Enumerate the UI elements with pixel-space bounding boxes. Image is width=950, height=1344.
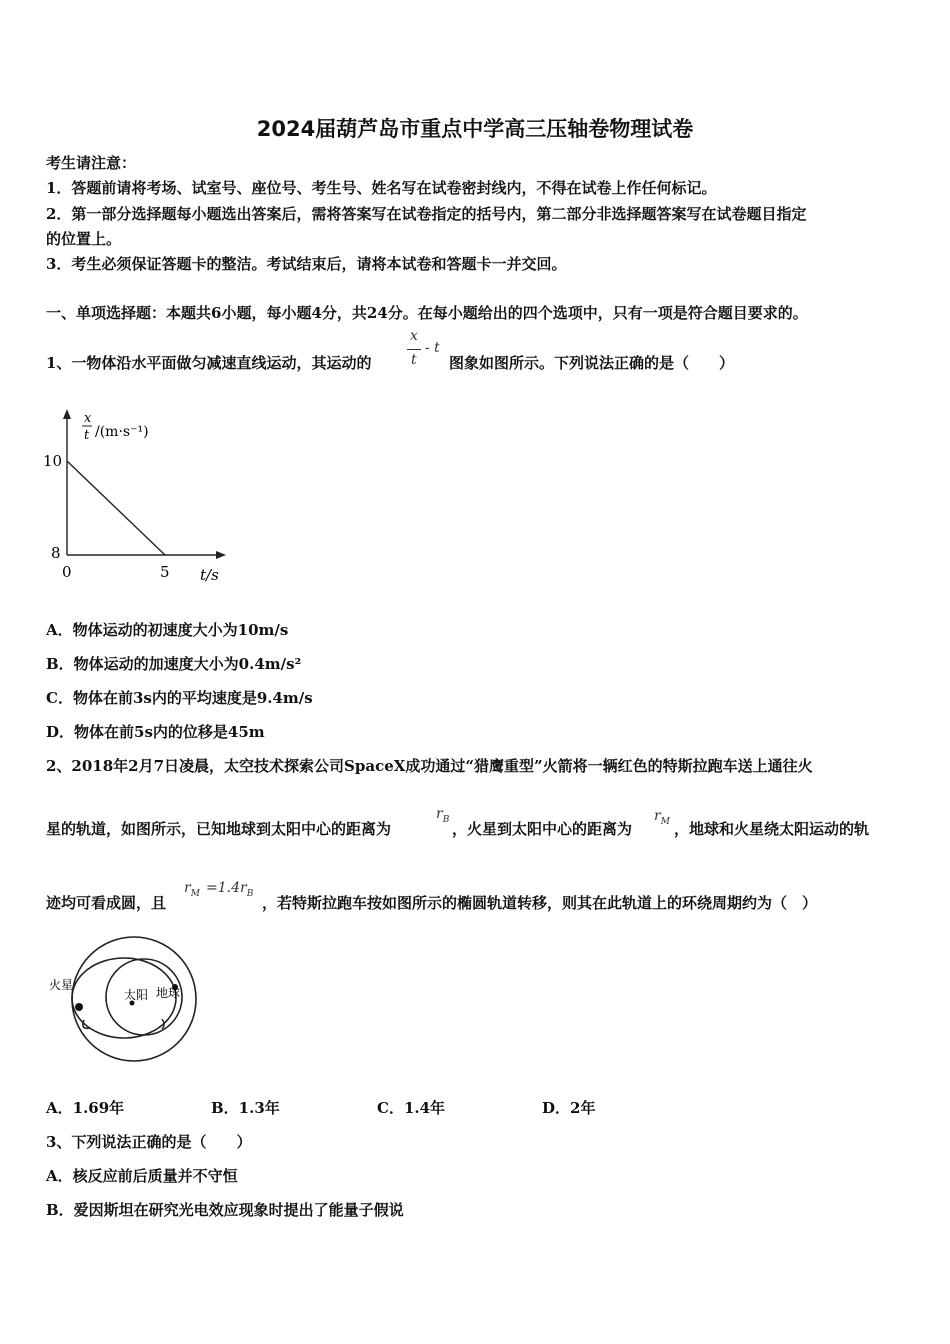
q1-option-a: A．物体运动的初速度大小为10m/s bbox=[46, 621, 289, 639]
graph-y-tick-10: 10 bbox=[43, 452, 63, 470]
q1-option-d: D．物体在前5s内的位移是45m bbox=[46, 723, 265, 741]
label-mars: 火星 bbox=[49, 978, 74, 992]
q2-eq-lhs: $r_M$ bbox=[184, 880, 200, 899]
q1-stem-start: 1、一物体沿水平面做匀减速直线运动，其运动的 bbox=[46, 354, 372, 372]
q2-eq-rhs: $=1.4r_B$ bbox=[206, 880, 254, 899]
q2-rB: $r_B$ bbox=[436, 806, 450, 825]
graph-xlabel: t/s bbox=[200, 566, 219, 584]
graph-origin: 0 bbox=[62, 563, 72, 581]
q1-option-c: C．物体在前3s内的平均速度是9.4m/s bbox=[46, 689, 313, 707]
q1-option-b: B．物体运动的加速度大小为0.4m/s² bbox=[46, 655, 302, 673]
q3-option-a: A．核反应前后质量并不守恒 bbox=[46, 1167, 238, 1185]
notice-item-2: 2．第一部分选择题每小题选出答案后，需将答案写在试卷指定的括号内，第二部分非选择题答案写在试卷题目指定 bbox=[46, 205, 807, 223]
q1-xt-graph bbox=[40, 405, 240, 590]
q2-line-3-start: 迹均可看成圆，且 bbox=[46, 894, 167, 912]
q2-line-2-start: 星的轨道，如图所示，已知地球到太阳中心的距离为 bbox=[46, 820, 392, 838]
notice-item-1: 1．答题前请将考场、试室号、座位号、考生号、姓名写在试卷密封线内，不得在试卷上作任何标记。 bbox=[46, 179, 717, 197]
mars-dot bbox=[75, 1003, 83, 1011]
q2-line-2-mid: ，火星到太阳中心的距离为 bbox=[452, 820, 633, 838]
notice-item-3: 3．考生必须保证答题卡的整洁。考试结束后，请将本试卷和答题卡一并交回。 bbox=[46, 255, 567, 273]
graph-y-arrow bbox=[63, 409, 71, 419]
q3-stem: 3、下列说法正确的是（ ） bbox=[46, 1133, 252, 1151]
q2-line-1: 2、2018年2月7日凌晨，太空技术探索公司SpaceX成功通过“猎鹰重型”火箭将一辆红色的特斯拉跑车送上通往火 bbox=[46, 757, 813, 775]
q2-option-a: A．1.69年 bbox=[46, 1099, 125, 1117]
q2-orbit-figure bbox=[44, 935, 204, 1070]
q2-option-c: C．1.4年 bbox=[377, 1099, 446, 1117]
graph-ylabel-num: x bbox=[84, 411, 92, 426]
label-earth: 地球 bbox=[156, 986, 181, 1000]
q1-frac-num: x bbox=[410, 328, 418, 344]
graph-x-tick-5: 5 bbox=[160, 563, 170, 581]
q1-frac-den: t bbox=[411, 352, 417, 368]
notice-item-2-cont: 的位置上。 bbox=[46, 230, 122, 248]
q3-option-b: B．爱因斯坦在研究光电效应现象时提出了能量子假说 bbox=[46, 1201, 404, 1219]
graph-ylabel-den: t bbox=[84, 428, 90, 443]
graph-x-arrow bbox=[216, 551, 226, 559]
page-title: 2024届葫芦岛市重点中学高三压轴卷物理试卷 bbox=[256, 117, 694, 141]
graph-y-tick-8: 8 bbox=[51, 544, 61, 562]
q2-option-b: B．1.3年 bbox=[211, 1099, 280, 1117]
graph-line bbox=[67, 461, 165, 555]
q2-rM: $r_M$ bbox=[654, 808, 670, 827]
q1-dash-t: - t bbox=[425, 340, 440, 356]
section-heading: 一、单项选择题：本题共6小题，每小题4分，共24分。在每小题给出的四个选项中，只有一项是符合题目要求的。 bbox=[46, 304, 808, 322]
q2-line-2-end: ，地球和火星绕太阳运动的轨 bbox=[674, 820, 870, 838]
q1-frac-bar bbox=[407, 349, 421, 350]
notice-heading: 考生请注意： bbox=[46, 154, 137, 172]
label-sun: 太阳 bbox=[124, 988, 149, 1002]
q2-line-3-end: ，若特斯拉跑车按如图所示的椭圆轨道转移，则其在此轨道上的环绕周期约为（ ） bbox=[262, 894, 818, 912]
q1-stem-end: 图象如图所示。下列说法正确的是（ ） bbox=[449, 354, 735, 372]
graph-ylabel-unit: /(m·s⁻¹) bbox=[95, 424, 149, 440]
q2-option-d: D．2年 bbox=[542, 1099, 596, 1117]
